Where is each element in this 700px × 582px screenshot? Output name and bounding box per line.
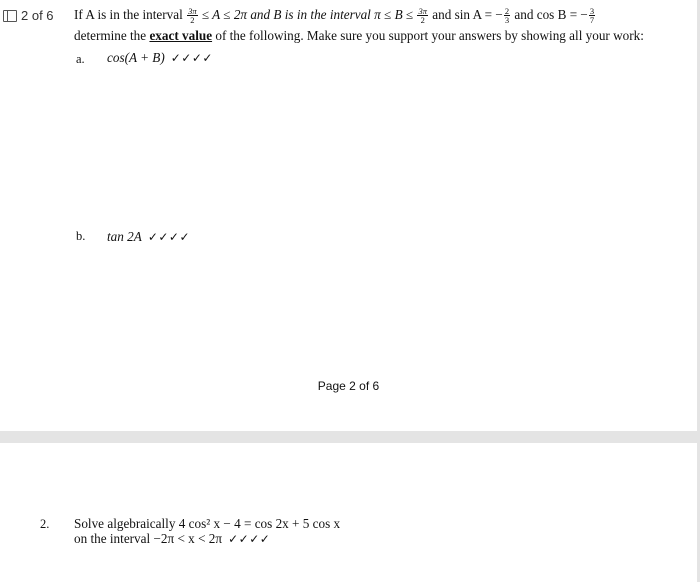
part-b-checkmarks: ✓✓✓✓ (147, 230, 191, 244)
question-2-interval: on the interval −2π < x < 2π (74, 531, 223, 546)
fraction-3-over-7: $\frac{3}{7}$ (589, 6, 595, 26)
question-2-number: 2. (40, 517, 50, 531)
intro-text: If A is in the interval (74, 7, 183, 22)
part-b-formula: tan 2A (107, 229, 142, 244)
line2-lead: determine the (74, 28, 147, 43)
page-counter-label: 2 of 6 (21, 8, 54, 23)
page-3 (0, 443, 697, 582)
question-2-line-2 (74, 531, 270, 547)
part-b-label: b. (76, 229, 86, 243)
page-footer: Page 2 of 6 (317, 379, 380, 393)
question-1-line-2 (74, 28, 644, 44)
part-a-checkmarks: ✓✓✓✓ (170, 51, 213, 65)
question-2-line-1: Solve algebraically 4 cos² x − 4 = cos 2x + 5 cos x (74, 516, 341, 531)
question-2-checkmarks: ✓✓✓✓ (228, 532, 271, 546)
fraction-2-over-3: $\frac{2}{3}$ (504, 6, 510, 26)
interval-text: ≤ A ≤ 2π and B is in the interval π ≤ B ≤ (201, 7, 414, 22)
page-thumbnail-icon (3, 10, 17, 22)
part-a-label: a. (76, 52, 85, 66)
page-counter-badge[interactable] (3, 8, 54, 23)
part-b-expression (107, 229, 190, 245)
question-1-line-1 (74, 7, 596, 24)
part-a-expression (107, 50, 213, 66)
fraction-3pi-over-2-b: $\frac{3\pi}{2}$ (418, 6, 427, 26)
fraction-3pi-over-2: $\frac{3\pi}{2}$ (188, 6, 197, 26)
exact-value-emphasis: exact value (149, 28, 213, 43)
sin-a-text: and sin A = − (432, 7, 503, 22)
line2-tail: of the following. Make sure you support your answers by showing all your work: (215, 28, 644, 43)
part-a-formula: cos(A + B) (107, 50, 165, 65)
cos-b-text: and cos B = − (514, 7, 588, 22)
